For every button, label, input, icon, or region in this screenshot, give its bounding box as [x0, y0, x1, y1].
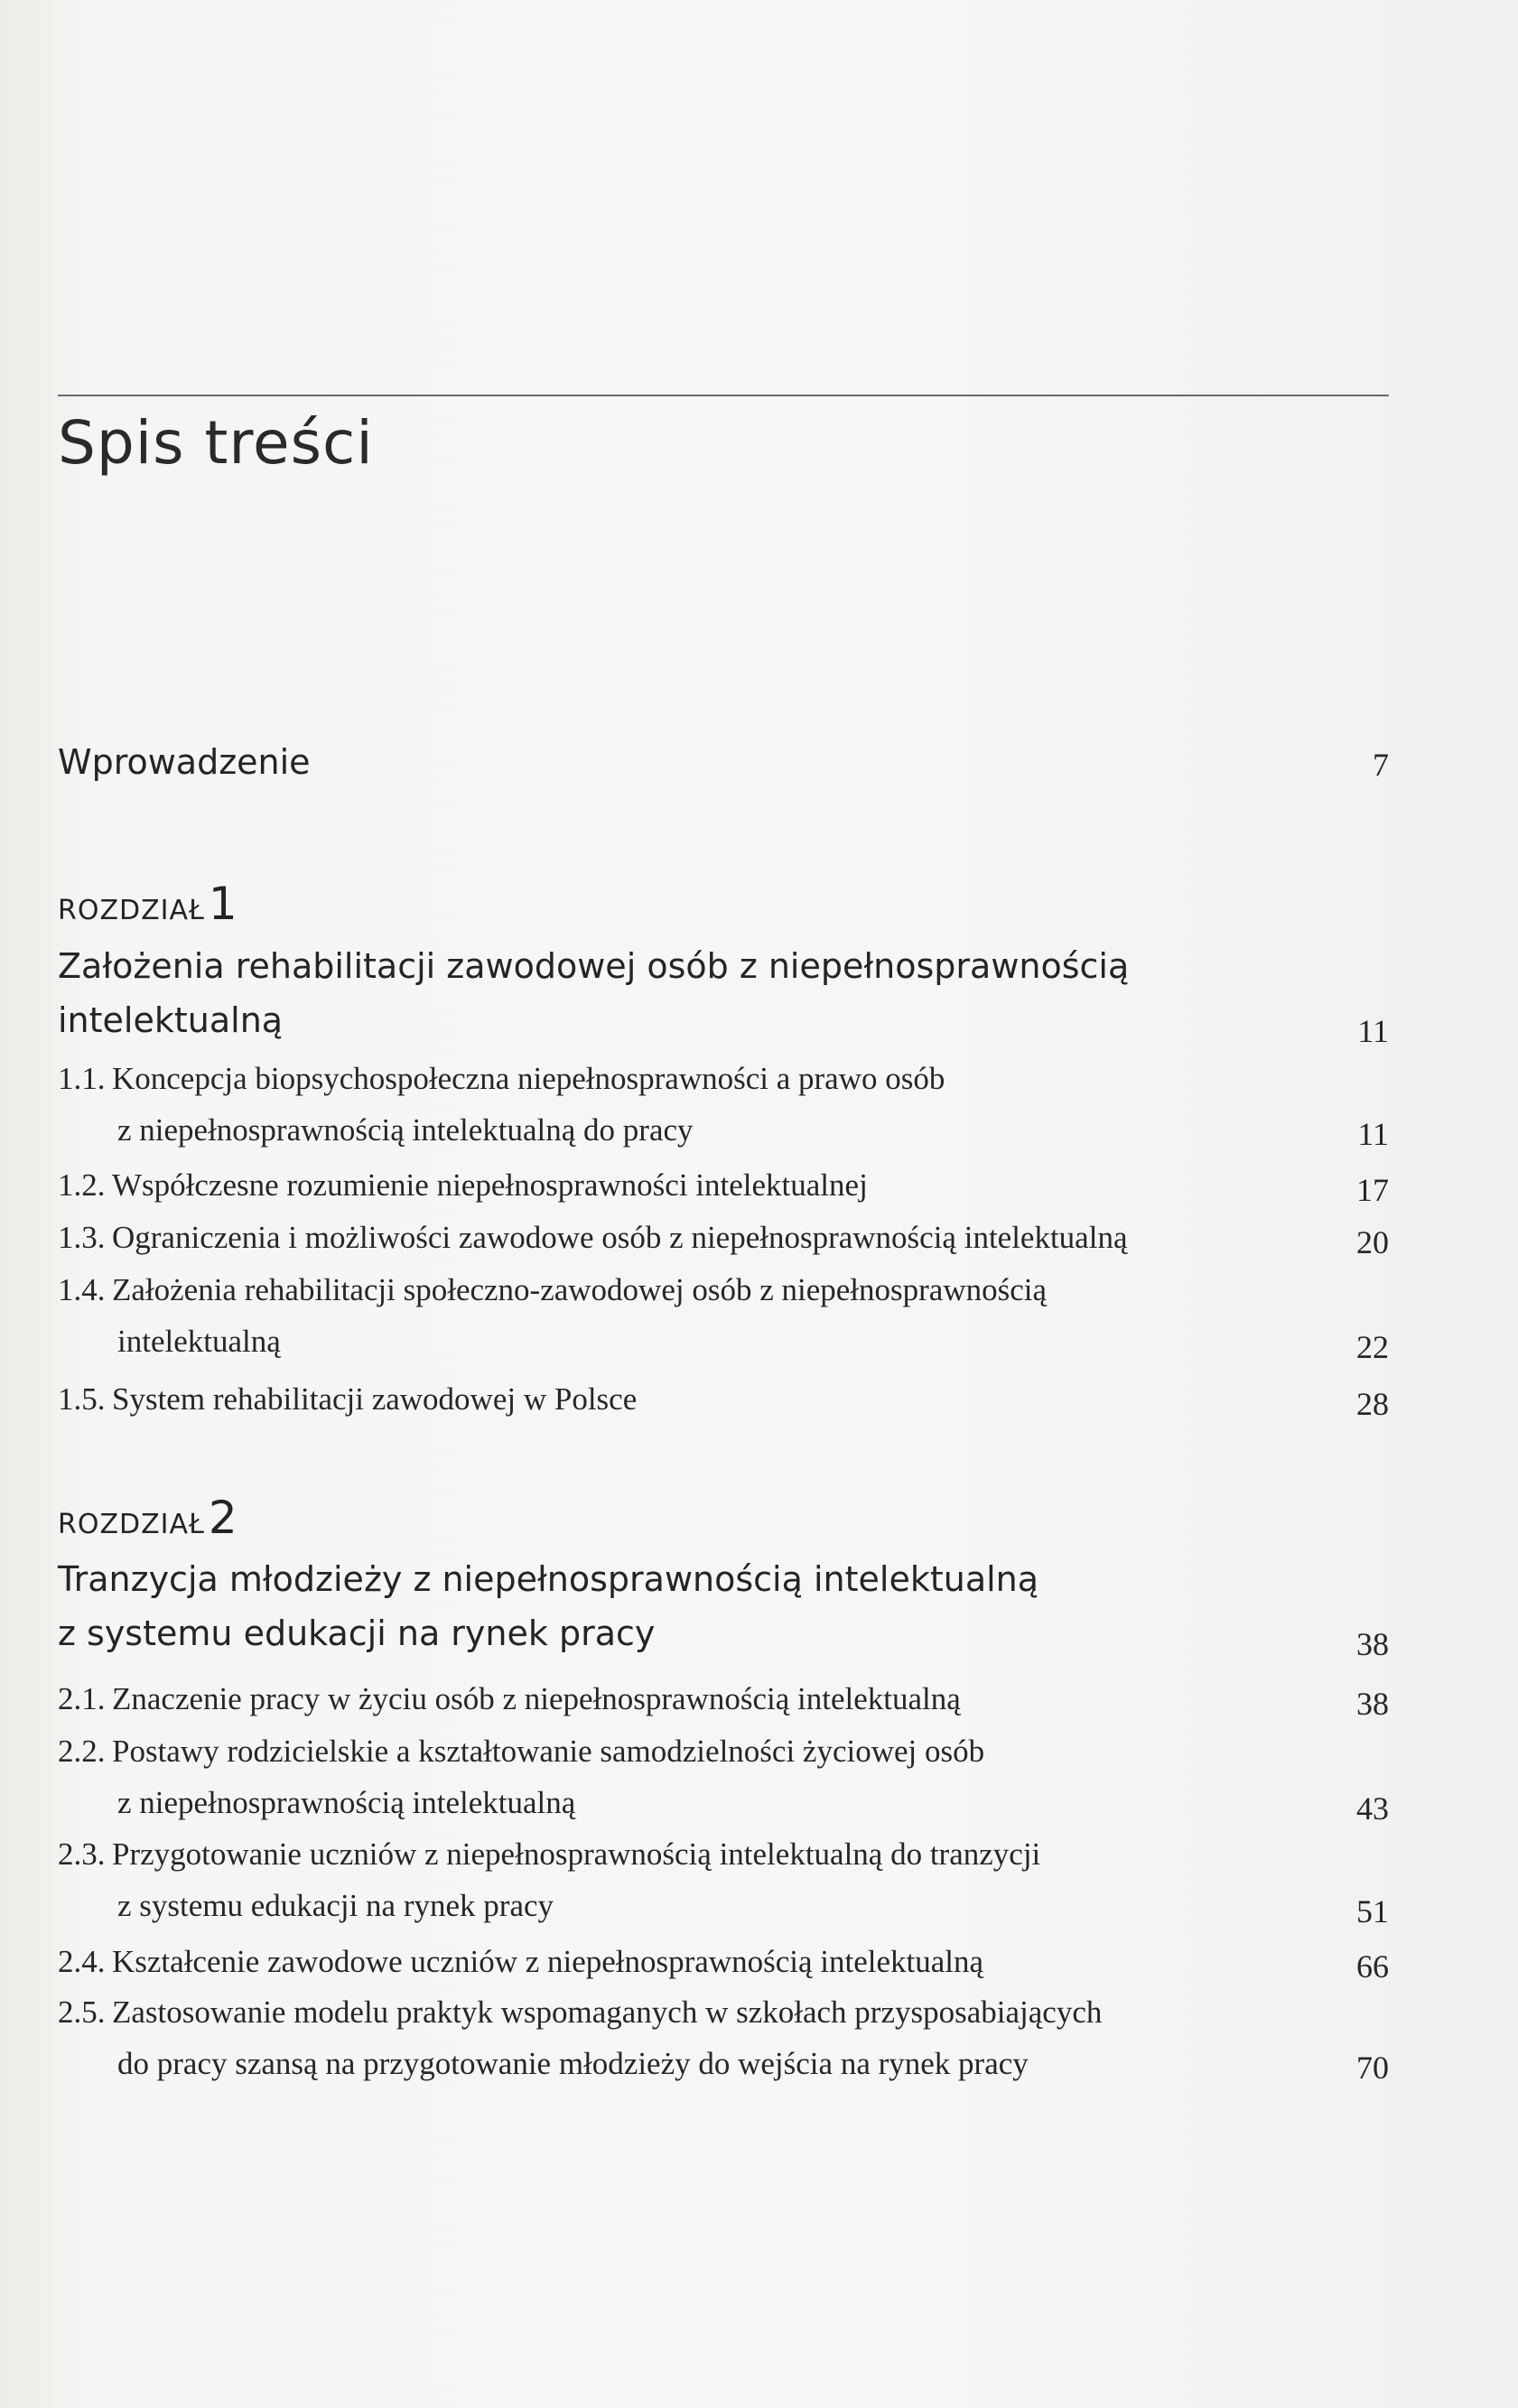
section-number: 1.3.	[58, 1220, 106, 1255]
section-title: Ograniczenia i możliwości zawodowe osób z niepełnosprawnością intelektualną	[112, 1220, 1128, 1255]
section-title-cont: z niepełnosprawnością intelektualną	[117, 1785, 576, 1820]
section-number: 1.2.	[58, 1167, 106, 1203]
section-page: 38	[1356, 1686, 1389, 1722]
section-page: 22	[1356, 1329, 1389, 1365]
chapter-2-label: ROZDZIAŁ	[58, 1509, 205, 1540]
section-number: 2.3.	[58, 1836, 106, 1872]
section-number: 1.4.	[58, 1272, 106, 1307]
toc-entry-1-5	[58, 1373, 1389, 1425]
section-title: Kształcenie zawodowe uczniów z niepełnosprawnością intelektualną	[112, 1944, 984, 1979]
section-title-cont: do pracy szansą na przygotowanie młodzieży do wejścia na rynek pracy	[117, 2046, 1029, 2081]
section-number: 2.2.	[58, 1734, 106, 1769]
section-title: Postawy rodzicielskie a kształtowanie samodzielności życiowej osób	[112, 1734, 985, 1769]
toc-entry-1-2	[58, 1159, 1389, 1211]
section-number: 1.1.	[58, 1061, 106, 1096]
section-title: System rehabilitacji zawodowej w Polsce	[112, 1381, 638, 1417]
top-rule	[58, 395, 1389, 396]
chapter-1-title	[58, 939, 1389, 1047]
section-title: Założenia rehabilitacji społeczno-zawodowej osób z niepełnosprawnością	[112, 1272, 1048, 1307]
section-number: 2.5.	[58, 1994, 106, 2030]
page-title: Spis treści	[58, 408, 374, 478]
toc-entry-1-4	[58, 1264, 1389, 1367]
intro-label: Wprowadzenie	[58, 742, 311, 782]
toc-entry-1-1	[58, 1053, 1389, 1156]
section-title: Zastosowanie modelu praktyk wspomaganych w szkołach przysposabiających	[112, 1994, 1103, 2030]
chapter-2-number: 2	[208, 1492, 237, 1544]
section-number: 2.4.	[58, 1944, 106, 1979]
section-page: 51	[1356, 1893, 1389, 1929]
toc-entry-2-1	[58, 1673, 1389, 1725]
chapter-2-title-line1: Tranzycja młodzieży z niepełnosprawnością intelektualną	[58, 1559, 1039, 1599]
chapter-1-number: 1	[208, 878, 237, 930]
section-page: 43	[1356, 1790, 1389, 1827]
toc-entry-1-3	[58, 1212, 1389, 1263]
chapter-2-page: 38	[1356, 1626, 1389, 1662]
section-title: Współczesne rozumienie niepełnosprawności intelektualnej	[112, 1167, 868, 1203]
section-number: 1.5.	[58, 1381, 106, 1417]
chapter-1-page: 11	[1357, 1013, 1389, 1049]
section-page: 66	[1356, 1948, 1389, 1985]
section-page: 20	[1356, 1224, 1389, 1260]
toc-entry-2-4	[58, 1936, 1389, 1987]
section-title: Przygotowanie uczniów z niepełnosprawnością intelektualną do tranzycji	[112, 1836, 1041, 1872]
chapter-1-title-line2: intelektualną	[58, 1000, 284, 1040]
section-page: 11	[1357, 1116, 1389, 1152]
chapter-1-label: ROZDZIAŁ	[58, 895, 205, 926]
toc-entry-2-5	[58, 1986, 1389, 2089]
toc-entry-2-3	[58, 1828, 1389, 1931]
section-title: Koncepcja biopsychospołeczna niepełnosprawności a prawo osób	[112, 1061, 945, 1096]
chapter-1-title-line1: Założenia rehabilitacji zawodowej osób z niepełnosprawnością	[58, 946, 1130, 986]
toc-entry-2-2	[58, 1725, 1389, 1828]
section-page: 17	[1356, 1172, 1389, 1208]
toc-entry-intro	[58, 742, 1389, 782]
section-title: Znaczenie pracy w życiu osób z niepełnosprawnością intelektualną	[112, 1681, 961, 1716]
chapter-1-header	[58, 878, 1389, 930]
chapter-2-header	[58, 1492, 1389, 1544]
chapter-2-title	[58, 1552, 1389, 1660]
section-title-cont: intelektualną	[117, 1324, 281, 1359]
section-title-cont: z niepełnosprawnością intelektualną do pracy	[117, 1112, 694, 1148]
section-number: 2.1.	[58, 1681, 106, 1716]
chapter-2-title-line2: z systemu edukacji na rynek pracy	[58, 1613, 656, 1653]
section-page: 70	[1356, 2050, 1389, 2086]
section-title-cont: z systemu edukacji na rynek pracy	[117, 1888, 554, 1923]
intro-page: 7	[1373, 747, 1389, 783]
section-page: 28	[1356, 1386, 1389, 1422]
